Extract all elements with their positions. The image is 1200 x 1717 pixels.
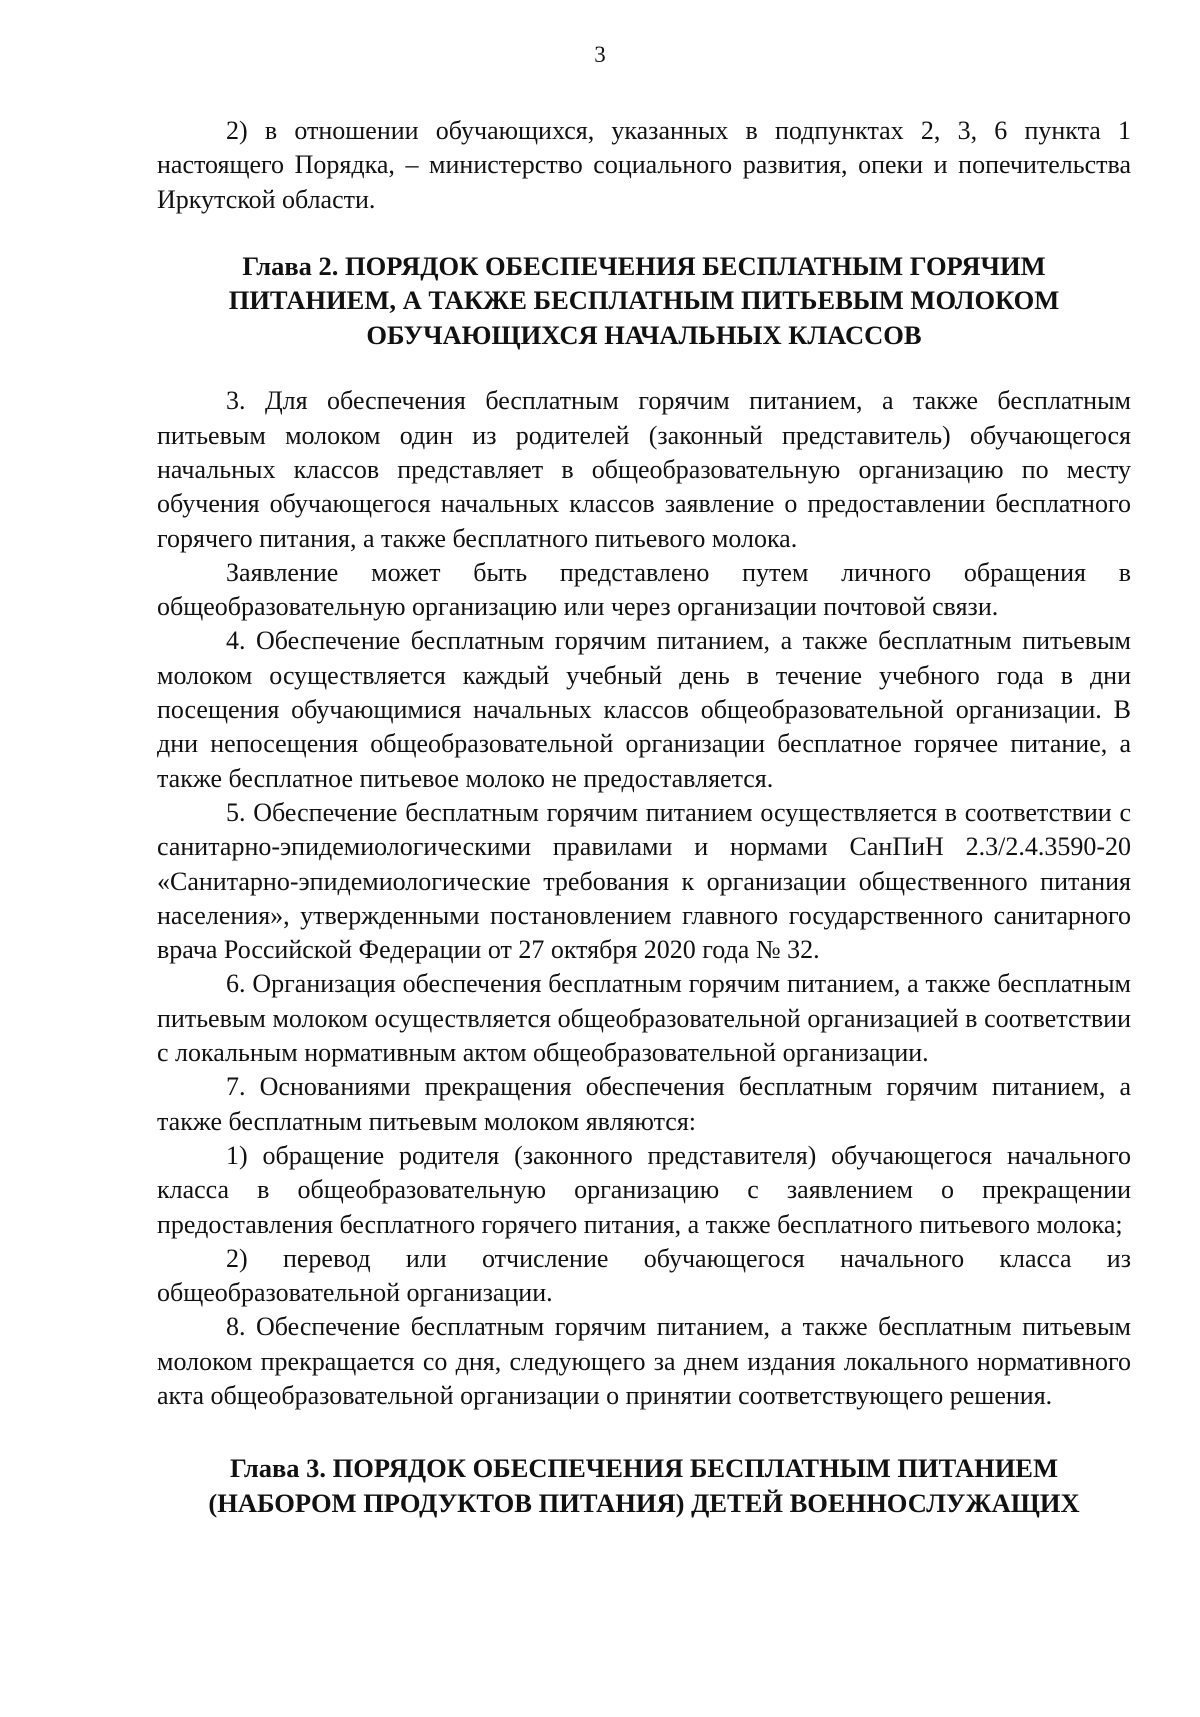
paragraph-application-submission: Заявление может быть представлено путем личного обращения в общеобразовательную организацию или через организации почтовой связи.: [157, 557, 1131, 622]
paragraph-6-organization: 6. Организация обеспечения бесплатным горячим питанием, а также бесплатным питьевым молоком осуществляется общеобразовательной организацией в соответствии с локальным нормативным актом общеобразовательной организации.: [157, 969, 1131, 1068]
paragraph-3-application: 3. Для обеспечения бесплатным горячим питанием, а также бесплатным питьевым молоком один из родителей (законный представитель) обучающегося начальных классов представляет в общеобразовательную организацию по месту обучения обучающегося начальных классов заявление о предоставлении бесплатного горячего питания, а также бесплатного питьевого молока.: [157, 386, 1131, 553]
paragraph-item-2-authority: 2) в отношении обучающихся, указанных в подпунктах 2, 3, 6 пункта 1 настоящего Порядка, – министерство социального развития, опеки и попечительства Иркутской области.: [157, 116, 1131, 214]
chapter-3-heading-line: Глава 3. ПОРЯДОК ОБЕСПЕЧЕНИЯ БЕСПЛАТНЫМ ПИТАНИЕМ: [229, 1453, 1058, 1484]
chapter-2-heading-line: Глава 2. ПОРЯДОК ОБЕСПЕЧЕНИЯ БЕСПЛАТНЫМ ГОРЯЧИМ: [242, 250, 1046, 281]
chapter-3-heading-line: (НАБОРОМ ПРОДУКТОВ ПИТАНИЯ) ДЕТЕЙ ВОЕННОСЛУЖАЩИХ: [208, 1487, 1080, 1518]
chapter-2-heading-line: ПИТАНИЕМ, А ТАКЖЕ БЕСПЛАТНЫМ ПИТЬЕВЫМ МОЛОКОМ: [228, 285, 1060, 316]
paragraph-5-sanitary-rules: 5. Обеспечение бесплатным горячим питанием осуществляется в соответствии с санитарно-эпидемиологическими правилами и нормами СанПиН 2.3/2.4.3590-20 «Санитарно-эпидемиологические требования к организации общественного питания населения», утвержденными постановлением главного государственного санитарного врача Российской Федерации от 27 октября 2020 года № 32.: [157, 797, 1131, 965]
chapter-3-heading: [157, 1451, 1131, 1520]
document-body: [157, 114, 1131, 1520]
paragraph-8-termination-date: 8. Обеспечение бесплатным горячим питанием, а также бесплатным питьевым молоком прекращается со дня, следующего за днем издания локального нормативного акта общеобразовательной организации о принятии соответствующего решения.: [157, 1312, 1131, 1410]
chapter-2-heading: [157, 249, 1131, 353]
paragraph-4-provision-days: 4. Обеспечение бесплатным горячим питанием, а также бесплатным питьевым молоком осуществляется каждый учебный день в течение учебного года в дни посещения обучающимися начальных классов общеобразовательной организации. В дни непосещения общеобразовательной организации бесплатное горячее питание, а также бесплатное питьевое молоко не предоставляется.: [157, 626, 1131, 793]
page-number: 3: [594, 42, 606, 67]
paragraph-7-subitem-2: 2) перевод или отчисление обучающегося начального класса из общеобразовательной организации.: [157, 1243, 1131, 1308]
paragraph-7-termination-grounds: 7. Основаниями прекращения обеспечения бесплатным горячим питанием, а также бесплатным питьевым молоком являются:: [157, 1072, 1131, 1136]
chapter-2-heading-line: ОБУЧАЮЩИХСЯ НАЧАЛЬНЫХ КЛАССОВ: [366, 319, 922, 350]
paragraph-7-subitem-1: 1) обращение родителя (законного представителя) обучающегося начального класса в общеобразовательную организацию с заявлением о прекращении предоставления бесплатного горячего питания, а также бесплатного питьевого молока;: [157, 1140, 1131, 1239]
